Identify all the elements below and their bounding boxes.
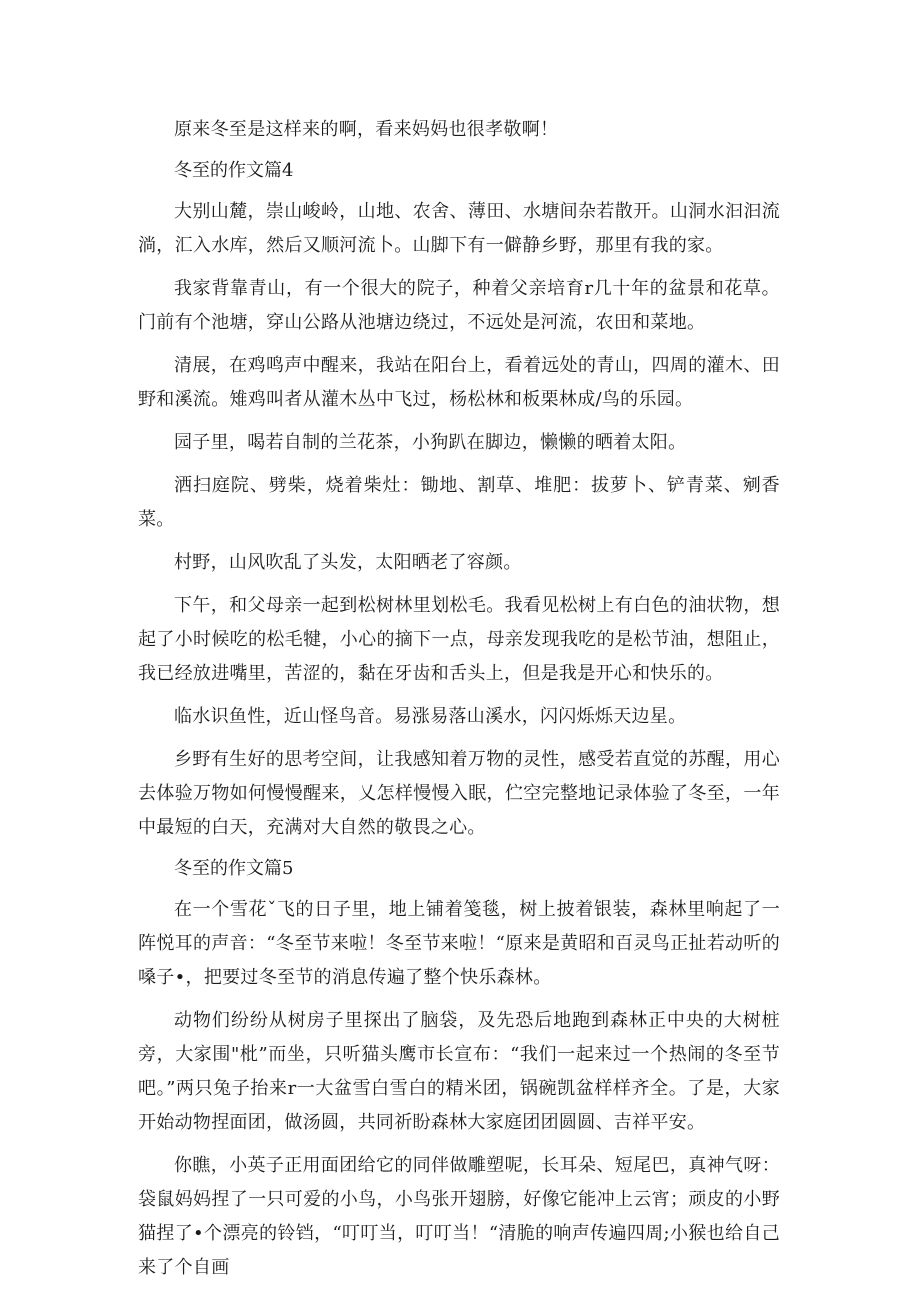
paragraph: 园子里，喝若自制的兰花茶，小狗趴在脚边，懒懒的晒着太阳。 — [174, 432, 687, 453]
paragraph: 临水识鱼性，近山怪鸟音。易涨易落山溪水，闪闪烁烁天边星。 — [174, 706, 687, 727]
paragraph: 我家背靠青山，有一个很大的院子，种着父亲培育r几十年的盆景和花草。门前有个池塘，穿山公路从池塘边绕过，不远处是河流，农田和菜地。 — [138, 278, 780, 333]
paragraph: 下午，和父母亲一起到松树林里划松毛。我看见松树上有白色的油状物，想起了小时候吃的松毛犍，小心的摘下一点，母亲发现我吃的是松节油，想阻止，我已经放进嘴里，苦涩的，黏在牙齿和舌头上，但是我是开心和快乐的。 — [138, 595, 780, 684]
section-heading: 冬至的作文篇4 — [174, 160, 294, 181]
paragraph: 原来冬至是这样来的啊，看来妈妈也很孝敬啊！ — [174, 119, 559, 140]
paragraph: 村野，山风吹乱了头发，太阳晒老了容颜。 — [174, 552, 522, 573]
paragraph: 你瞧，小英子正用面团给它的同伴做雕塑呢，长耳朵、短尾巴，真神气呀：袋鼠妈妈捏了一只可爱的小鸟，小鸟张开翅膀，好像它能冲上云宵；顽皮的小野猫捏了•个漂亮的铃铛，“叮叮当，叮叮当！“清脆的响声传遍四周;小猴也给自己来了个自画 — [138, 1155, 780, 1278]
section-heading: 冬至的作文篇5 — [174, 858, 294, 879]
paragraph: 乡野有生好的思考空间，让我感知着万物的灵性，感受若直觉的苏醒，用心去体验万物如何慢慢醒来，乂怎样慢慢入眠，伫空完整地记录体验了冬至，一年中最短的白天，充满对大自然的敬畏之心。 — [138, 749, 780, 838]
paragraph: 大别山麓，崇山峻岭，山地、农舍、薄田、水塘间杂若散开。山洞水汩汩流淌，汇入水库，然后又顺河流卜。山脚下有一僻静乡野，那里有我的家。 — [138, 201, 780, 256]
paragraph: 在一个雪花ˇ飞的日子里，地上铺着笺毯，树上披着银装，森林里响起了一阵悦耳的声音：“冬至节来啦！冬至节来啦！“原来是黄昭和百灵鸟正扯若动听的嗓子•，把要过冬至节的消息传遍了整个快乐森林。 — [138, 899, 780, 988]
paragraph: 洒扫庭院、劈柴，烧着柴灶：锄地、割草、堆肥：拔萝卜、铲青菜、剜香菜。 — [138, 475, 780, 530]
document-body — [138, 113, 780, 1294]
paragraph: 动物们纷纷从树房子里探出了脑袋，及先恐后地跑到森林正中央的大树桩旁，大家围"枇”而坐，只听猫头鹰市长宣布：“我们一起来过一个热闹的冬至节吧。”两只兔子抬来r一大盆雪白雪白的精米团，锅碗凯盆样样齐全。了是，大家开始动物捏面团，做汤圆，共同祈盼森林大家庭团团圆圆、吉祥平安。 — [138, 1010, 780, 1133]
paragraph: 清展，在鸡鸣声中醒来，我站在阳台上，看着远处的青山，四周的灌木、田野和溪流。雉鸡叫者从灌木丛中飞过，杨松林和板栗林成/鸟的乐园。 — [138, 355, 780, 410]
